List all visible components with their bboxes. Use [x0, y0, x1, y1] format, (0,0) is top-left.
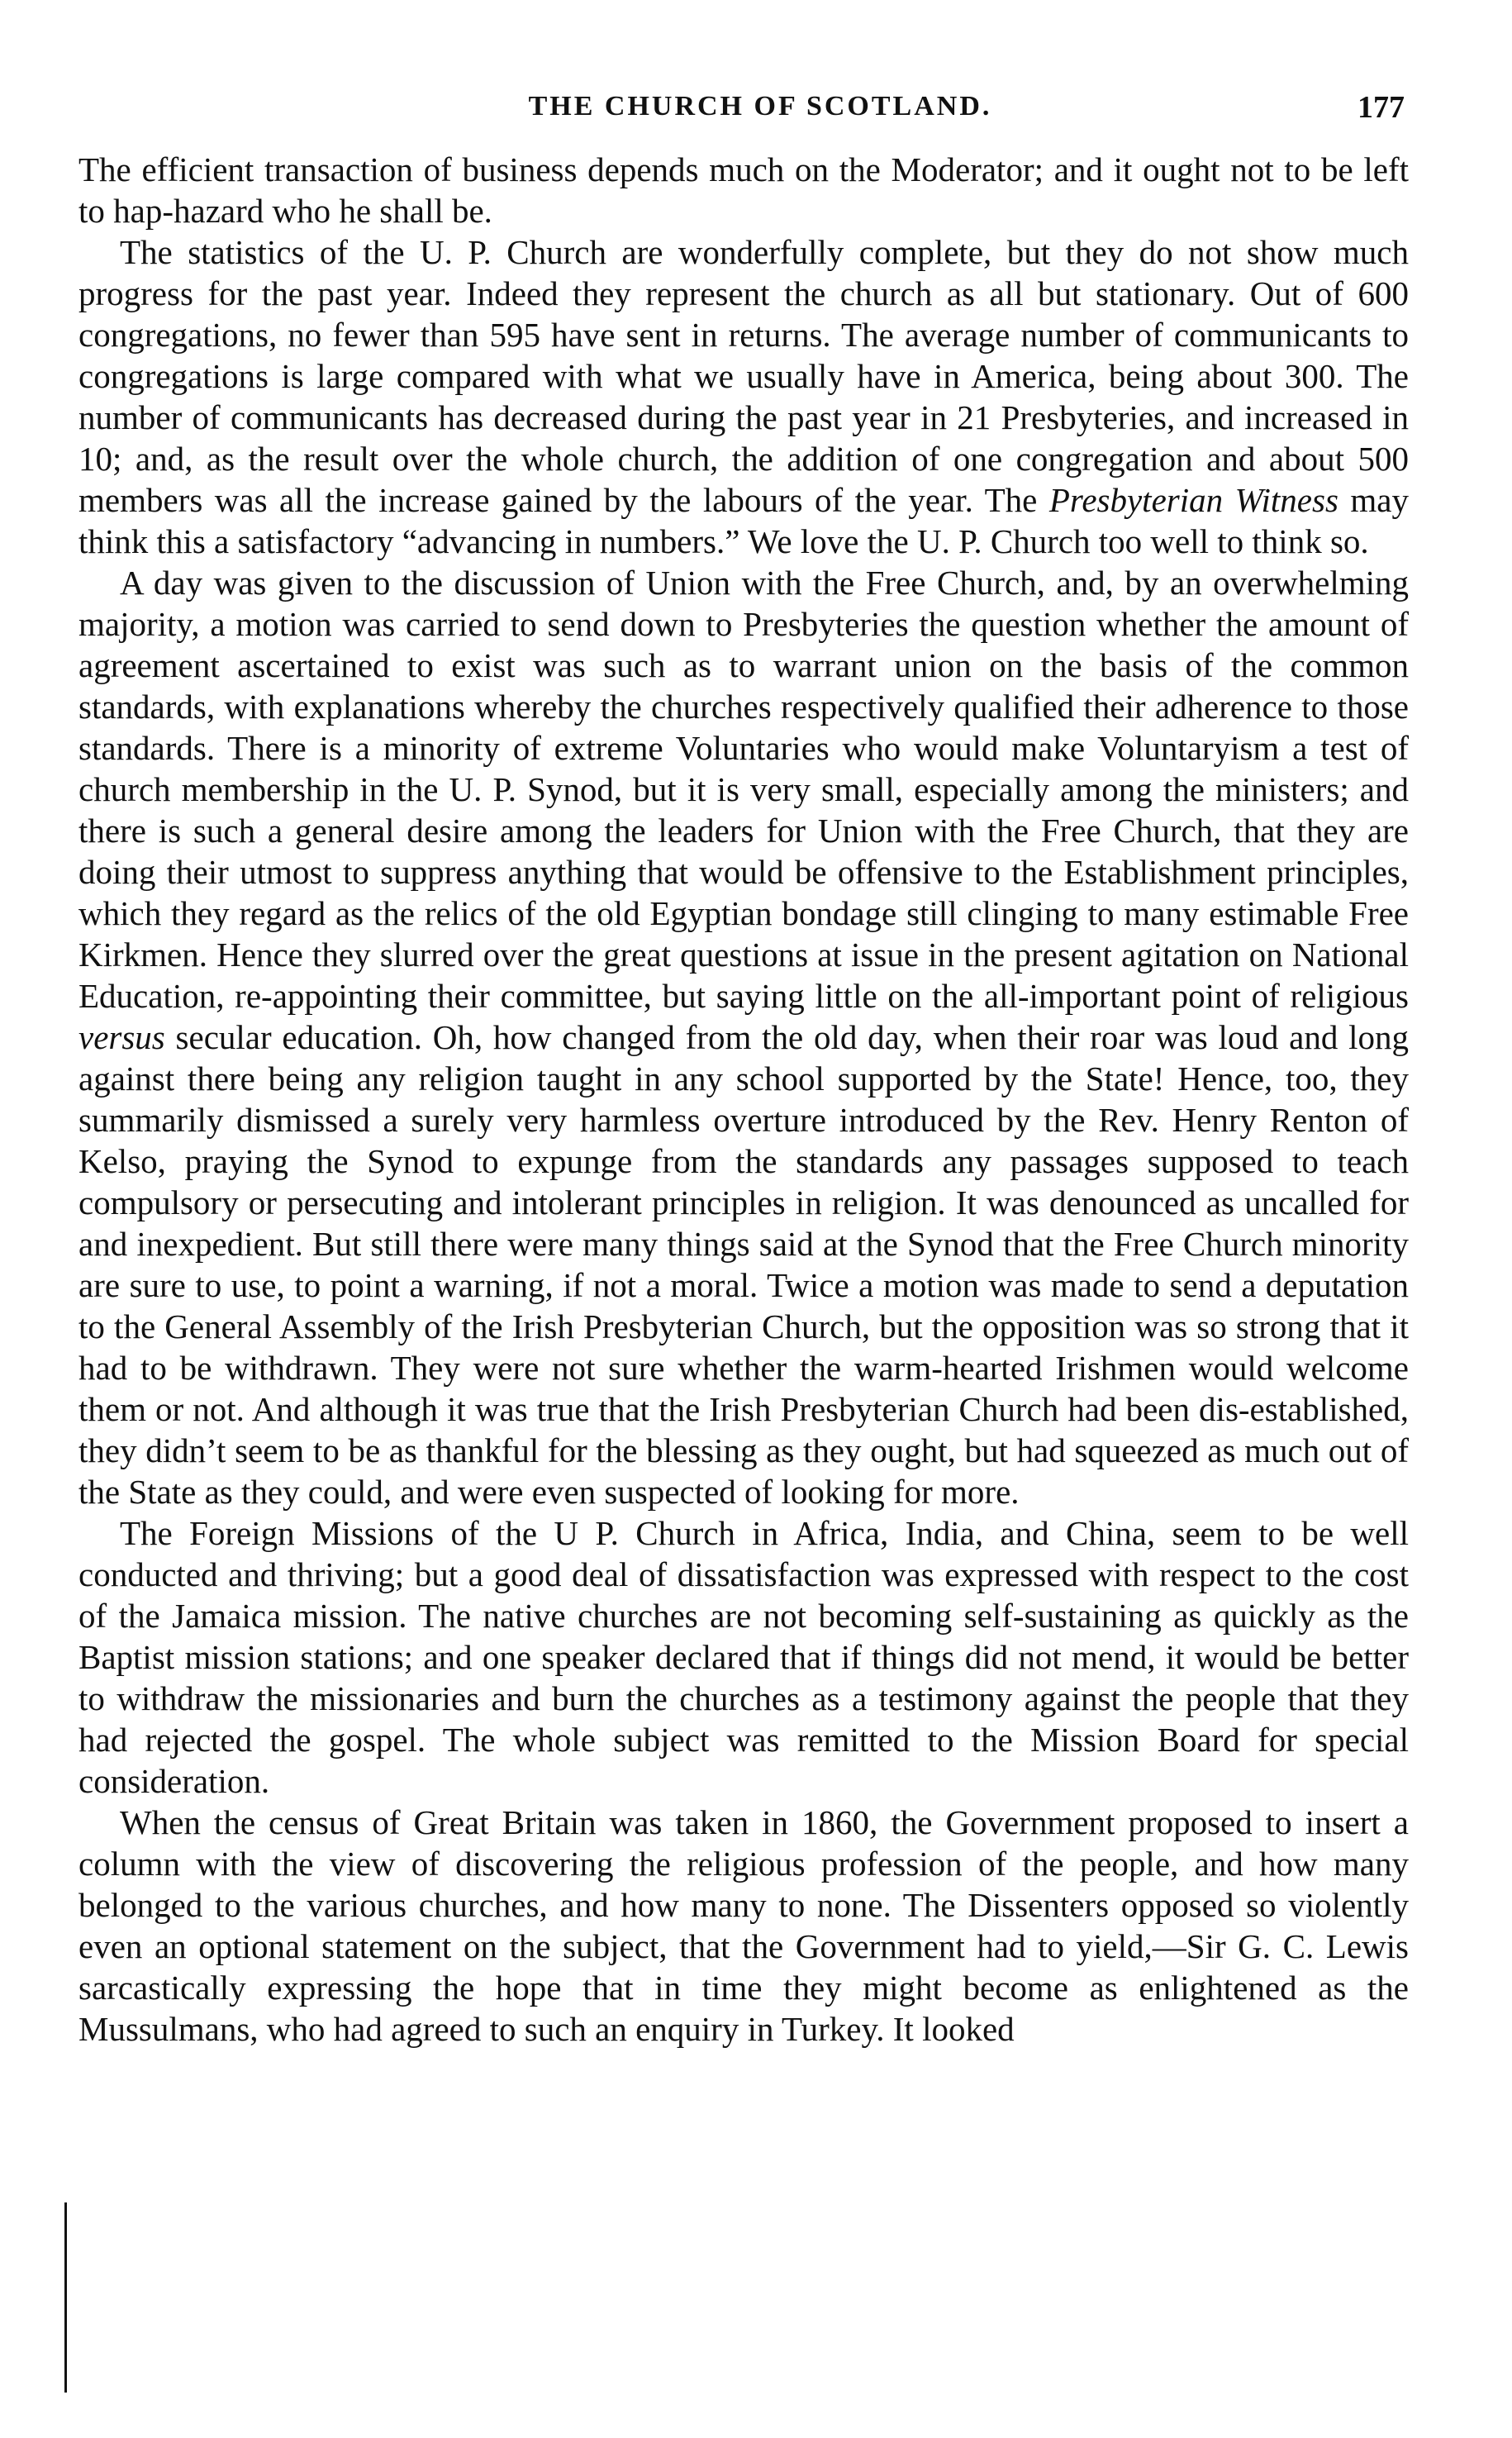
margin-mark — [64, 2202, 67, 2393]
publication-title: Presbyterian Witness — [1048, 481, 1338, 519]
running-head: THE CHURCH OF SCOTLAND. — [528, 91, 992, 121]
paragraph-2 — [78, 231, 1409, 562]
paragraph-text-before: A day was given to the discussion of Union with the Free Church, and, by an overwhelming majority, a motion was carried to send down to Presbyteries the question whether the amount of agreement ascertained to exist was such as to warrant union on the basis of the common standards, with explanations whereby the churches respectively qualified their adherence to those standards. There is a minority of extreme Voluntaries who would make Voluntaryism a test of church membership in the U. P. Synod, but it is very small, especially among the ministers; and there is such a general desire among the leaders for Union with the Free Church, that they are doing their utmost to suppress anything that would be offensive to the Establishment principles, which they regard as the relics of the old Egyptian bondage still clinging to many estimable Free Kirkmen. Hence they slurred over the great questions at issue in the present agitation on National Education, re-appointing their committee, but saying little on the all-important point of religious — [78, 564, 1409, 1015]
paragraph-text: The efficient transaction of business depends much on the Moderator; and it ought not to be left to hap-hazard who he shall be. — [78, 150, 1409, 230]
paragraph-text: The Foreign Missions of the U P. Church in Africa, India, and China, seem to be well conducted and thriving; but a good deal of dissatisfaction was expressed with respect to the cost of the Jamaica mission. The native churches are not becoming self-sustaining as quickly as the Baptist mission stations; and one speaker declared that if things did not mend, it would be better to withdraw the missionaries and burn the churches as a testimony against the people that they had rejected the gospel. The whole subject was remitted to the Mission Board for special consideration. — [78, 1514, 1409, 1800]
paragraph-1 — [78, 149, 1409, 231]
page-header — [116, 83, 1405, 132]
paragraph-text-after: may think this a satisfactory “advancing in numbers.” We love the U. P. Church too well to think so. — [78, 481, 1410, 560]
page-number: 177 — [1357, 90, 1405, 125]
paragraph-text-before: The statistics of the U. P. Church are wonderfully complete, but they do not show much progress for the past year. Indeed they represent the church as all but stationary. Out of 600 congregations, no fewer than 595 have sent in returns. The average number of communicants to congregations is large compared with what we usually have in America, being about 300. The number of communicants has decreased during the past year in 21 Presbyteries, and increased in 10; and, as the result over the whole church, the addition of one congregation and about 500 members was all the increase gained by the labours of the year. The — [78, 233, 1409, 519]
article-body — [78, 149, 1409, 2397]
paragraph-4 — [78, 1512, 1409, 1802]
paragraph-text: When the census of Great Britain was taken in 1860, the Government proposed to insert a column with the view of discovering the religious profession of the people, and how many belonged to the various churches, and how many to none. The Dissenters opposed so violently even an optional statement on the subject, that the Government had to yield,—Sir G. C. Lewis sarcastically expressing the hope that in time they might become as enlightened as the Mussulmans, who had agreed to such an enquiry in Turkey. It looked — [78, 1803, 1409, 2048]
paragraph-3 — [78, 562, 1409, 1512]
italic-word: versus — [78, 1018, 165, 1056]
paragraph-5 — [78, 1802, 1409, 2050]
paragraph-text-after: secular education. Oh, how changed from the old day, when their roar was loud and long against there being any religion taught in any school supported by the State! Hence, too, they summarily dismissed a surely very harmless overture introduced by the Rev. Henry Renton of Kelso, praying the Synod to expunge from the standards any passages supposed to teach compulsory or persecuting and intolerant principles in religion. It was denounced as uncalled for and inexpedient. But still there were many things said at the Synod that the Free Church minority are sure to use, to point a warning, if not a moral. Twice a motion was made to send a deputation to the General Assembly of the Irish Presbyterian Church, but the opposition was so strong that it had to be withdrawn. They were not sure whether the warm-hearted Irishmen would welcome them or not. And although it was true that the Irish Presbyterian Church had been dis-established, they didn’t seem to be as thankful for the blessing as they ought, but had squeezed as much out of the State as they could, and were even suspected of looking for more. — [78, 1018, 1409, 1511]
